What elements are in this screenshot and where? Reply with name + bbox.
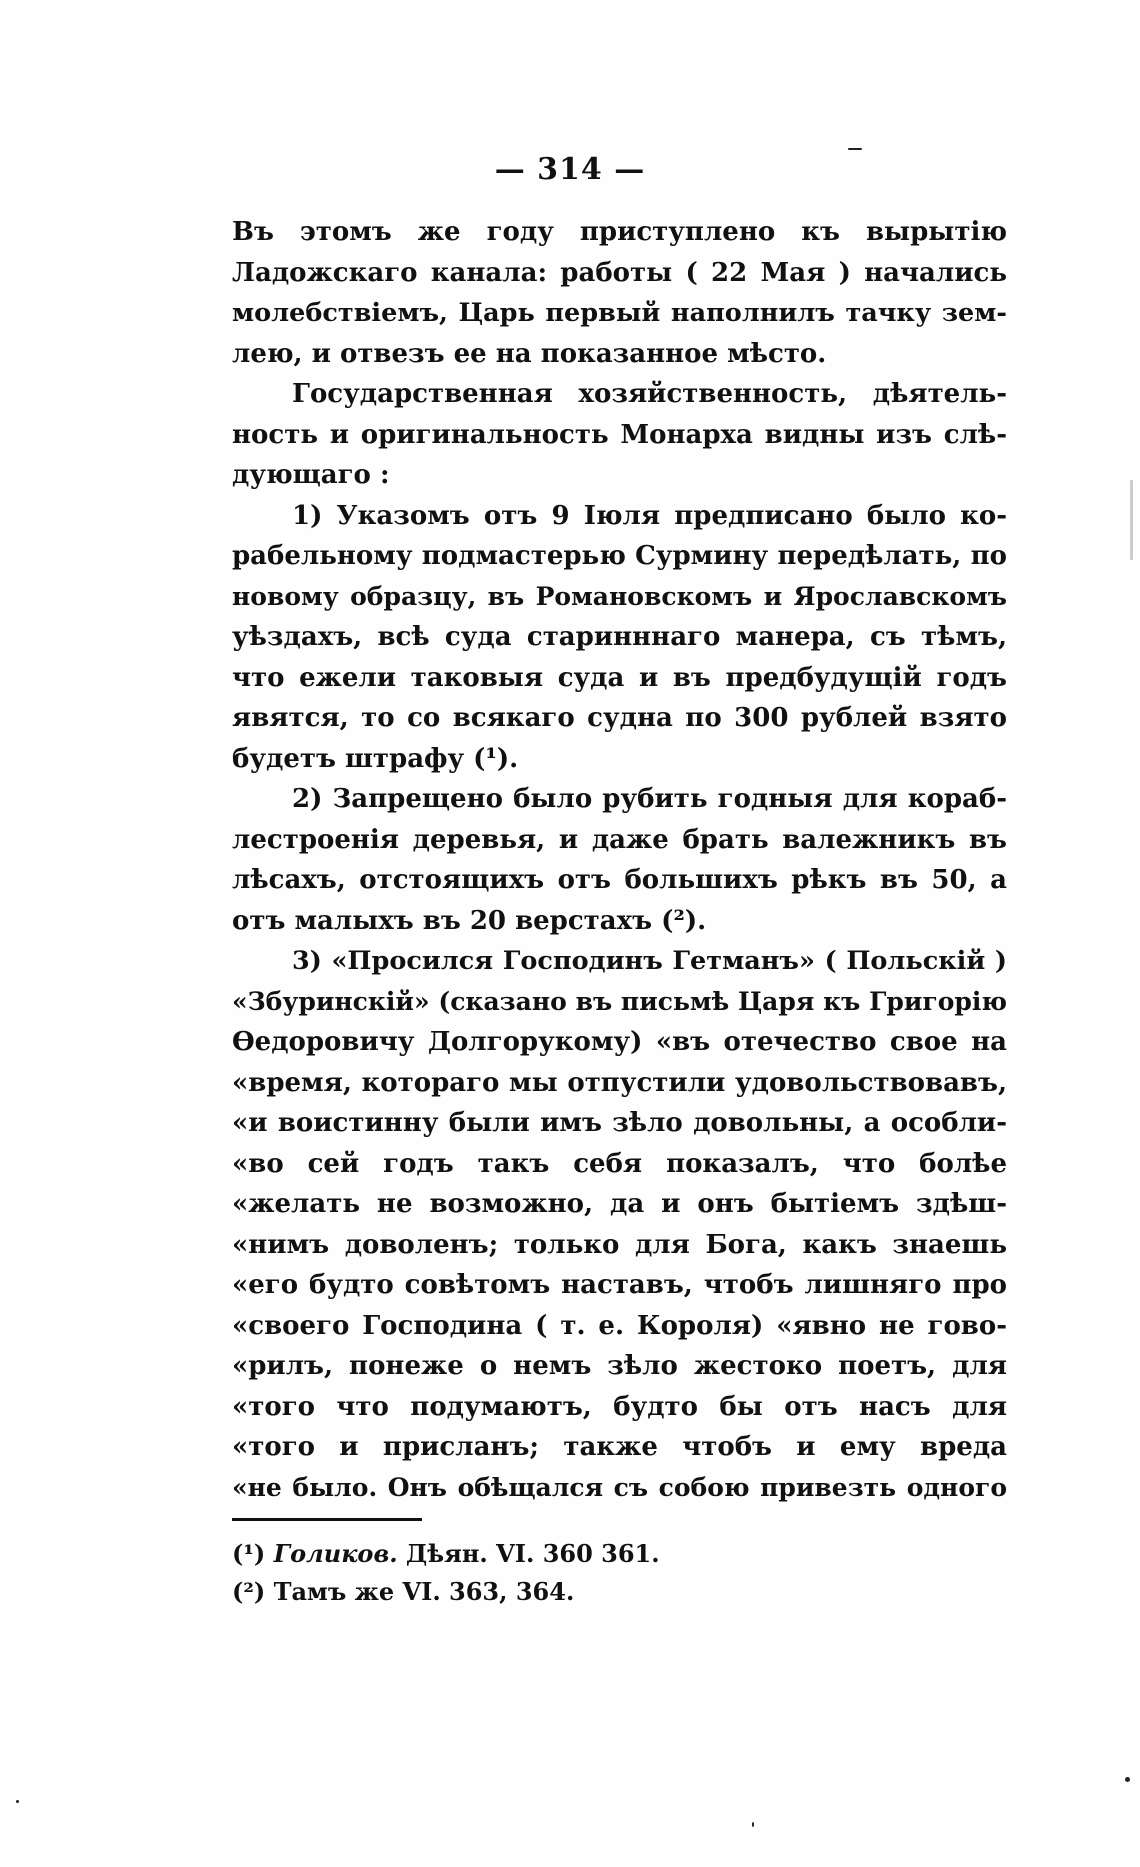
- text-line: «Збуринскій» (сказано въ письмѣ Царя къ Григорію: [232, 986, 1007, 1016]
- text-line: Ѳедоровичу Долгорукому) «въ отечество свое на: [232, 1027, 1007, 1057]
- body-text: [232, 212, 1007, 1508]
- text-line: будетъ штрафу (¹).: [232, 743, 519, 774]
- scan-speck: [1130, 480, 1133, 560]
- text-line: «время, котораго мы отпустили удовольствовавъ,: [232, 1067, 1007, 1098]
- text-line: лѣсахъ, отстоящихъ отъ большихъ рѣкъ въ 50, а: [232, 865, 1007, 895]
- footnote-mark: (²): [232, 1577, 266, 1606]
- text-line: лею, и отвезъ ее на показанное мѣсто.: [232, 338, 827, 369]
- text-line: 3) «Просился Господинъ Гетманъ» ( Польскій ): [292, 946, 1007, 976]
- text-line: 1) Указомъ отъ 9 Іюля предписано было ко-: [292, 500, 1007, 531]
- text-line: «рилъ, понеже о немъ зѣло жестоко поетъ, для: [232, 1351, 1007, 1381]
- text-line: что ежели таковыя суда и въ предбудущій годъ: [232, 662, 1007, 693]
- text-line: явятся, то со всякаго судна по 300 рублей взято: [232, 703, 1007, 733]
- footnotes: [232, 1535, 1007, 1611]
- footnote-reference: Тамъ же VI. 363, 364.: [273, 1577, 575, 1606]
- text-line: «того что подумаютъ, будто бы отъ насъ для: [232, 1391, 1007, 1422]
- footnote: [232, 1535, 1007, 1573]
- text-line: «его будто совѣтомъ наставъ, чтобъ лишняго про: [232, 1270, 1007, 1300]
- page-number: — 314 —: [494, 152, 646, 187]
- text-line: Государственная хозяйственность, дѣятель-: [292, 379, 1007, 409]
- text-line: дующаго :: [232, 460, 390, 490]
- text-line: «нимъ доволенъ; только для Бога, какъ знаешь: [232, 1229, 1007, 1260]
- text-line: «не было. Онъ обѣщался съ собою привезть одного: [232, 1472, 1007, 1502]
- text-line: ность и оригинальность Монарха видны изъ слѣ-: [232, 419, 1007, 450]
- footnote-reference: Дѣян. VI. 360 361.: [405, 1539, 660, 1568]
- text-line: «и воистинну были имъ зѣло довольны, а особли-: [232, 1108, 1007, 1138]
- text-line: Въ этомъ же году приступлено къ вырытію: [232, 217, 1007, 247]
- text-line: уѣздахъ, всѣ суда старинннаго манера, съ тѣмъ,: [232, 622, 1007, 652]
- text-line: Ладожскаго канала: работы ( 22 Мая ) начались: [232, 257, 1007, 288]
- text-line: «того и присланъ; также чтобъ и ему вреда: [232, 1432, 1007, 1462]
- scan-speck: [1125, 1777, 1130, 1782]
- text-line: 2) Запрещено было рубить годныя для кораб-: [292, 784, 1007, 814]
- footnote-source: Голиков.: [273, 1539, 398, 1568]
- footnote-divider: [232, 1518, 422, 1521]
- footnote: [232, 1573, 1007, 1611]
- text-line: «желать не возможно, да и онъ бытіемъ здѣш-: [232, 1189, 1007, 1219]
- scan-speck: [752, 1822, 754, 1827]
- text-line: лестроенія деревья, и даже брать валежникъ въ: [232, 824, 1007, 855]
- text-line: «своего Господина ( т. е. Короля) «явно не гово-: [232, 1310, 1007, 1341]
- scan-speck: [848, 148, 862, 150]
- text-line: молебствіемъ, Царь первый наполнилъ тачку зем-: [232, 298, 1007, 328]
- scan-speck: [16, 1800, 19, 1803]
- text-line: отъ малыхъ въ 20 верстахъ (²).: [232, 905, 707, 936]
- text-line: рабельному подмастерью Сурмину передѣлать, по: [232, 541, 1007, 571]
- text-line: «во сей годъ такъ себя показалъ, что болѣе: [232, 1148, 1007, 1179]
- footnote-mark: (¹): [232, 1539, 266, 1568]
- text-line: новому образцу, въ Романовскомъ и Ярославскомъ: [232, 581, 1007, 611]
